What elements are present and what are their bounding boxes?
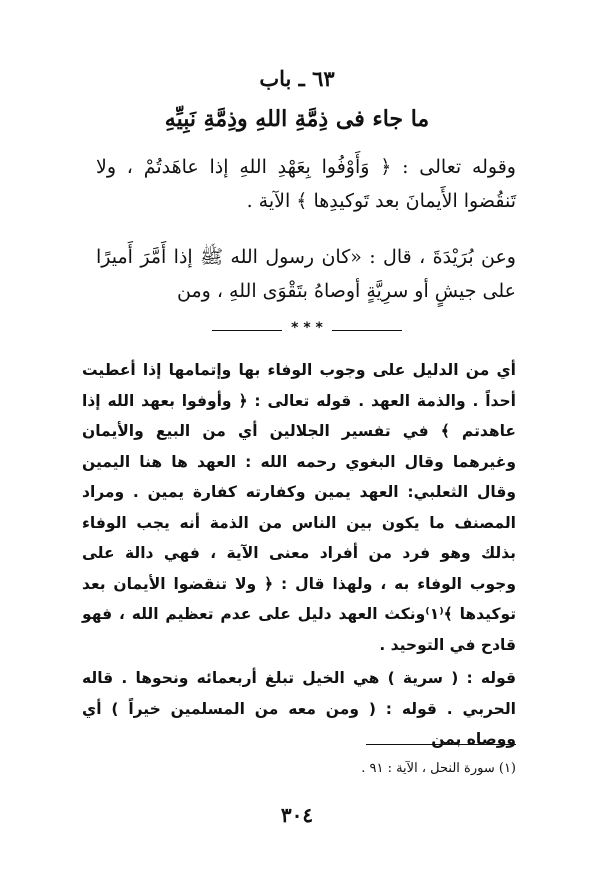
footnote: (١) سورة النحل ، الآية : ٩١ . (361, 761, 516, 776)
section-separator (212, 320, 402, 337)
matn-paragraph: وعن بُرَيْدَةَ ، قال : «كان رسول الله ﷺ إذا أَمَّرَ أَميرًا على جيشٍ أو سرِيَّةٍ أوصاهُ بتَقْوَى اللهِ ، ومن (96, 246, 516, 302)
chapter-number: ٦٣ ـ باب (259, 66, 335, 91)
page-number: ٣٠٤ (280, 803, 314, 827)
commentary-paragraph: أي من الدليل على وجوب الوفاء بها وإتمامها إذا أعطيت أحداً . والذمة العهد . قوله تعالى : ﴿ وأوفوا بعهد الله إذا عاهدتم ﴾ في تفسير الجلالين أي من البيع والأيمان وغيرهما وقال البغوي رحمه الله : العهد ها هنا اليمين وقال الثعلبي: العهد يمين وكفارته كفارة يمين . ومراد المصنف ما يكون بين الناس من الذمة أنه يجب الوفاء بذلك وهو فرد من أفراد معنى الآية ، فهي دالة على وجوب الوفاء به ، ولهذا قال : ﴿ ولا تنقضوا الأيمان بعد توكيدها ﴾⁽١⁾ونكث العهد دليل على عدم تعظيم الله ، فهو قادح في التوحيد . (82, 361, 517, 654)
footnote-divider (366, 744, 516, 745)
commentary-paragraph: قوله : ( سرية ) هي الخيل تبلغ أربعمائه ونحوها . قاله الحربي . قوله : ( ومن معه من المسلمين خيراً ) أي ووصاه بمن (82, 669, 516, 748)
separator-stars: * * * (291, 320, 323, 336)
matn-block (96, 240, 516, 308)
separator-line (212, 330, 282, 331)
matn-paragraph: وقوله تعالى : ﴿ وَأَوْفُوا بِعَهْدِ اللهِ إذا عاهَدتُمْ ، ولا تَنقُضوا الأَيمانَ بعد تَوكيدِها ﴾ الآية . (96, 156, 516, 212)
separator-line (332, 330, 402, 331)
commentary-block (82, 355, 516, 660)
matn-block (96, 150, 516, 218)
commentary-block (82, 663, 516, 755)
chapter-title: ما جاء فى ذِمَّةِ اللهِ وذِمَّةِ نَبِيِّهِ (164, 106, 430, 132)
